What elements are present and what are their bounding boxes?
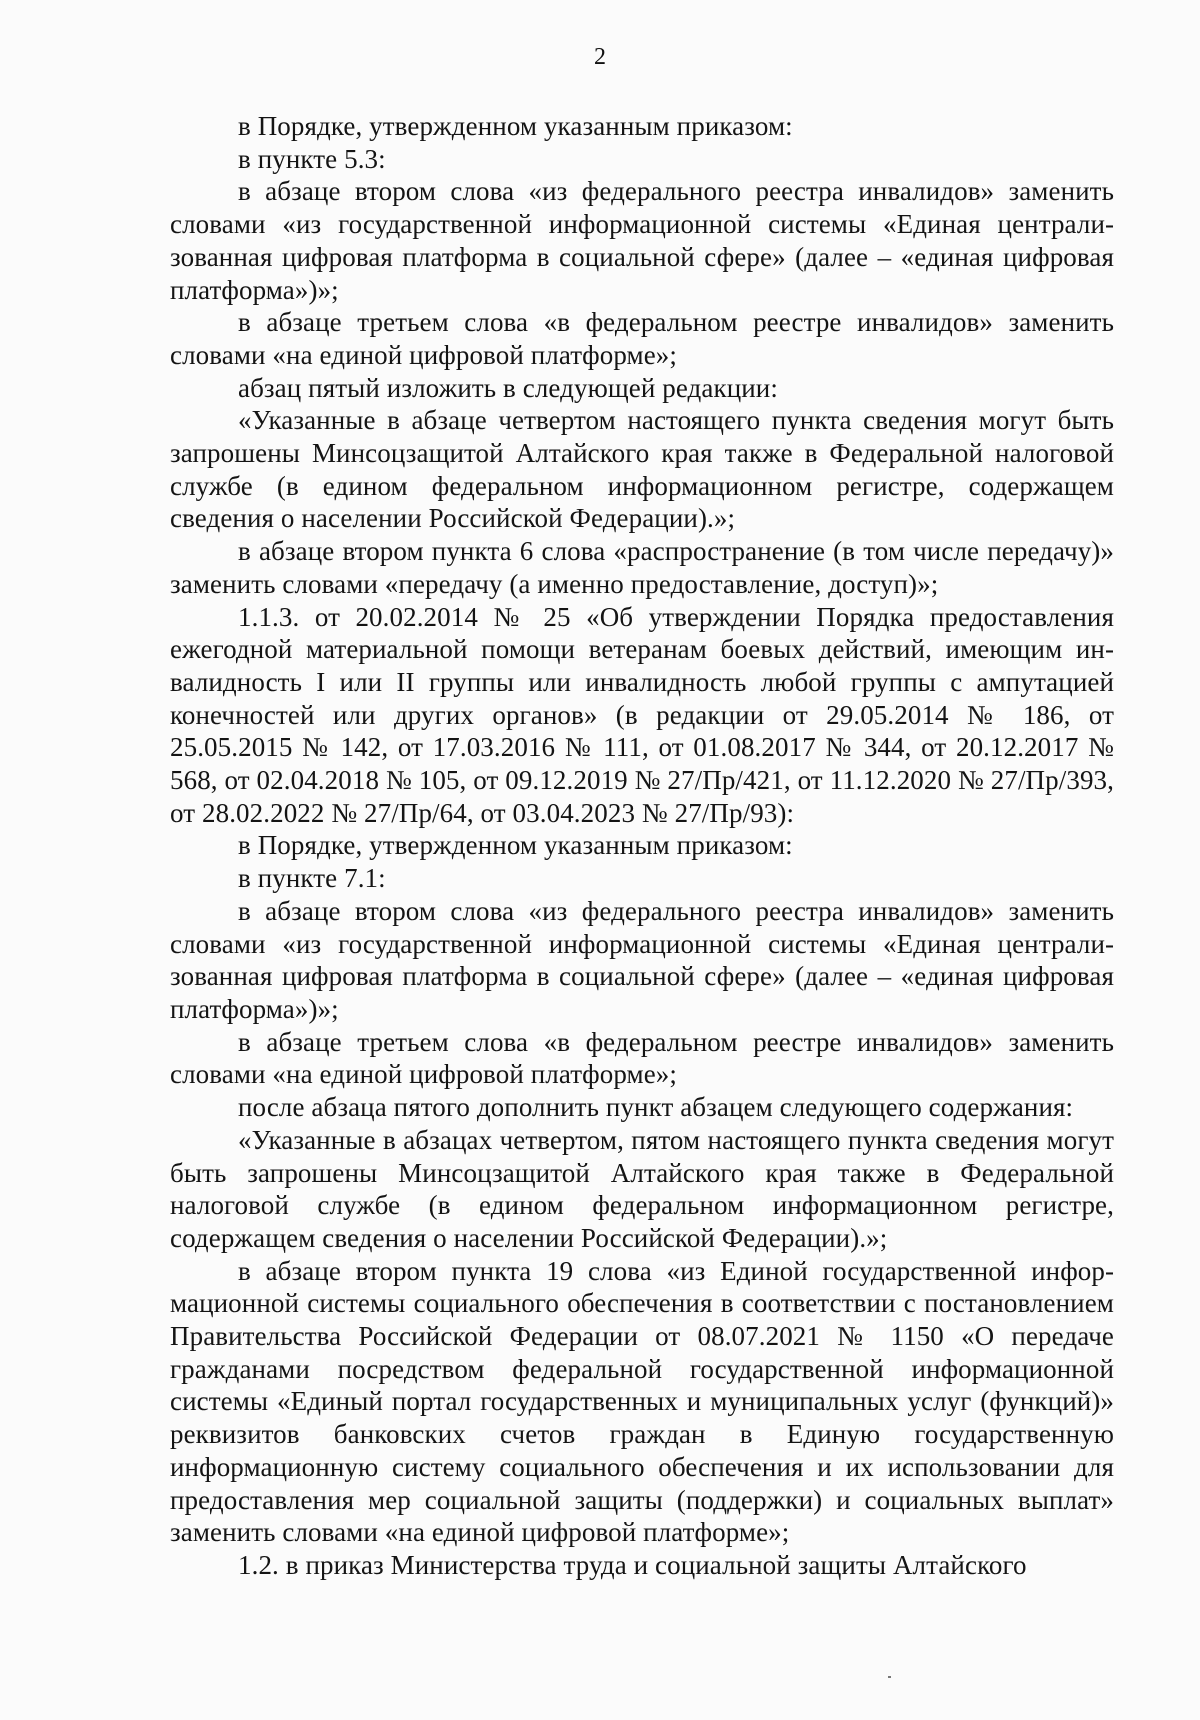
paragraph: в Порядке, утвержденном указанным приказом: bbox=[238, 830, 793, 861]
paragraph: в Порядке, утвержденном указанным приказом: bbox=[238, 111, 793, 141]
document-body bbox=[170, 110, 1114, 1582]
paragraph: «Указанные в абзаце четвертом настоящего пункта сведения могут быть запрошены Минсоцзащитой Алтайского края также в Федеральной налоговой службе (в едином федеральном информационном регистре, содержащем сведения о населении Российской Федерации).»; bbox=[170, 405, 1114, 534]
paragraph: в абзаце третьем слова «в федеральном реестре инвалидов» заменить словами «на единой цифровой платформе»; bbox=[170, 1026, 1114, 1090]
scan-speck bbox=[888, 1676, 891, 1678]
paragraph: в абзаце втором слова «из федерального реестра инвалидов» заменить словами «из государственной информационной системы «Единая централизованная цифровая платформа в социальной сфере» (далее – «единая цифровая платформа»)»; bbox=[170, 176, 1114, 305]
paragraph: в пункте 7.1: bbox=[238, 863, 386, 894]
page-number: 2 bbox=[594, 44, 606, 70]
paragraph: после абзаца пятого дополнить пункт абзацем следующего содержания: bbox=[238, 1092, 1074, 1123]
paragraph: в абзаце втором слова «из федерального реестра инвалидов» заменить словами «из государственной информационной системы «Единая централизованная цифровая платформа в социальной сфере» (далее – «единая цифровая платформа»)»; bbox=[170, 895, 1114, 1024]
paragraph: «Указанные в абзацах четвертом, пятом настоящего пункта сведения могут быть запрошены Минсоцзащитой Алтайского края также в Федеральной налоговой службе (в едином федеральном информационном регистре, содержащем сведения о населении Российской Федерации).»; bbox=[170, 1124, 1114, 1253]
paragraph: в пункте 5.3: bbox=[238, 143, 386, 174]
paragraph: 1.2. в приказ Министерства труда и социальной защиты Алтайского bbox=[238, 1549, 1027, 1580]
paragraph: в абзаце втором пункта 19 слова «из Единой государственной информационной системы социального обеспечения в соответствии с постановлением Правительства Российской Федерации от 08.07.2021 № 1150 «О передаче гражданами посредством федеральной государственной информационной системы «Единый портал государственных и муниципальных услуг (функций)» реквизитов банковских счетов граждан в Единую государственную информационную систему социального обеспечения и их использовании для предоставления мер социальной защиты (поддержки) и социальных выплат» заменить словами «на единой цифровой платформе»; bbox=[170, 1255, 1114, 1548]
paragraph: абзац пятый изложить в следующей редакции: bbox=[238, 372, 778, 403]
paragraph: в абзаце втором пункта 6 слова «распространение (в том числе передачу)» заменить словами «передачу (а именно предоставление, доступ)»; bbox=[170, 536, 1114, 599]
paragraph: в абзаце третьем слова «в федеральном реестре инвалидов» заменить словами «на единой цифровой платформе»; bbox=[170, 307, 1114, 370]
paragraph: 1.1.3. от 20.02.2014 № 25 «Об утверждении Порядка предоставления ежегодной материальной помощи ветеранам боевых действий, имеющим инвалидность I или II группы или инвалидность любой группы с ампутацией конечностей или других органов» (в редакции от 29.05.2014 № 186, от 25.05.2015 № 142, от 17.03.2016 № 111, от 01.08.2017 № 344, от 20.12.2017 № 568, от 02.04.2018 № 105, от 09.12.2019 № 27/Пр/421, от 11.12.2020 № 27/Пр/393, от 28.02.2022 № 27/Пр/64, от 03.04.2023 № 27/Пр/93): bbox=[170, 601, 1114, 828]
